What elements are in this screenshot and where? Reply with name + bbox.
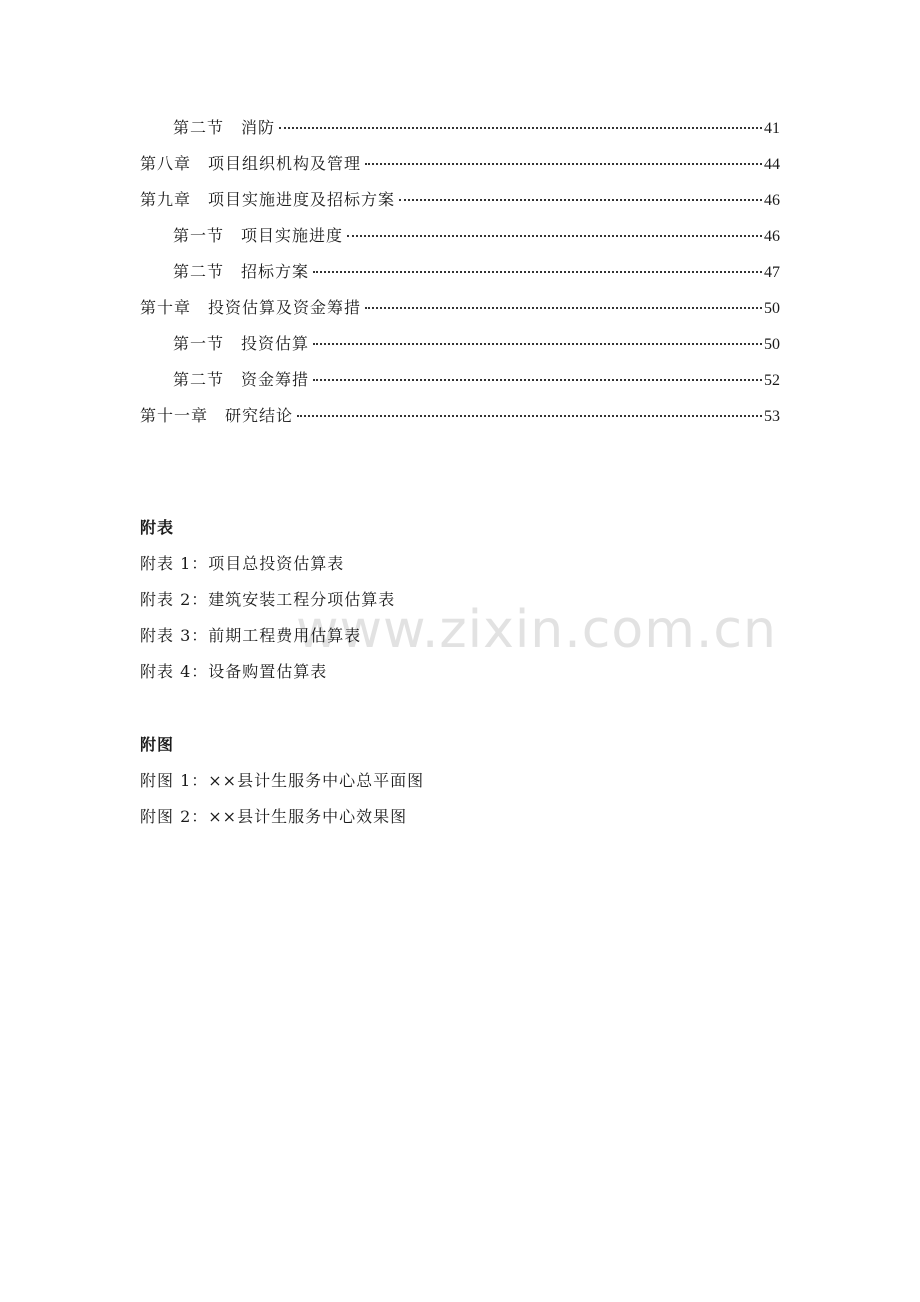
- appendix-figures-section: [140, 733, 780, 841]
- toc-dot-leader: [297, 415, 762, 417]
- toc-dot-leader: [313, 379, 762, 381]
- toc-entry[interactable]: [140, 152, 780, 188]
- toc-entry-label: 第二节 消防: [173, 118, 276, 137]
- toc-entry-label: 第十章 投资估算及资金筹措: [140, 298, 362, 317]
- appendix-figure-item: 附图 1：××县计生服务中心总平面图: [140, 771, 425, 790]
- appendix-tables-heading: 附表: [140, 518, 175, 537]
- appendix-figures-heading: 附图: [140, 735, 175, 754]
- toc-entry-page: 46: [764, 228, 780, 245]
- appendix-figure-item: 附图 2：××县计生服务中心效果图: [140, 807, 408, 826]
- appendix-table-item: 附表 4：设备购置估算表: [140, 662, 328, 681]
- toc-entry[interactable]: [140, 368, 780, 404]
- toc-dot-leader: [365, 163, 762, 165]
- toc-entry[interactable]: [140, 188, 780, 224]
- watermark: www.zixin.com.cn: [296, 600, 777, 660]
- appendix-tables-section: [140, 516, 780, 696]
- toc-entry-page: 50: [764, 336, 780, 353]
- toc-dot-leader: [347, 235, 762, 237]
- toc-entry[interactable]: [140, 404, 780, 440]
- toc-entry[interactable]: [140, 224, 780, 260]
- toc-dot-leader: [365, 307, 762, 309]
- toc-dot-leader: [279, 127, 762, 129]
- toc-dot-leader: [313, 343, 762, 345]
- appendix-table-item: 附表 2：建筑安装工程分项估算表: [140, 590, 396, 609]
- appendix-table-item: 附表 3：前期工程费用估算表: [140, 626, 362, 645]
- toc-entry-label: 第一节 项目实施进度: [173, 226, 344, 245]
- toc-entry[interactable]: [140, 260, 780, 296]
- toc-entry-page: 47: [764, 264, 780, 281]
- toc-entry-label: 第十一章 研究结论: [140, 406, 294, 425]
- toc-entry[interactable]: [140, 116, 780, 152]
- toc-entry-page: 41: [764, 120, 780, 137]
- toc-entry-label: 第二节 资金筹措: [173, 370, 310, 389]
- table-of-contents: [140, 116, 780, 440]
- toc-dot-leader: [399, 199, 762, 201]
- toc-entry[interactable]: [140, 296, 780, 332]
- appendix-table-item: 附表 1：项目总投资估算表: [140, 554, 345, 573]
- toc-entry[interactable]: [140, 332, 780, 368]
- toc-entry-label: 第九章 项目实施进度及招标方案: [140, 190, 396, 209]
- toc-entry-page: 52: [764, 372, 780, 389]
- toc-entry-label: 第一节 投资估算: [173, 334, 310, 353]
- toc-dot-leader: [313, 271, 762, 273]
- toc-entry-page: 44: [764, 156, 780, 173]
- toc-entry-page: 50: [764, 300, 780, 317]
- toc-entry-page: 53: [764, 408, 780, 425]
- toc-entry-label: 第二节 招标方案: [173, 262, 310, 281]
- toc-entry-page: 46: [764, 192, 780, 209]
- toc-entry-label: 第八章 项目组织机构及管理: [140, 154, 362, 173]
